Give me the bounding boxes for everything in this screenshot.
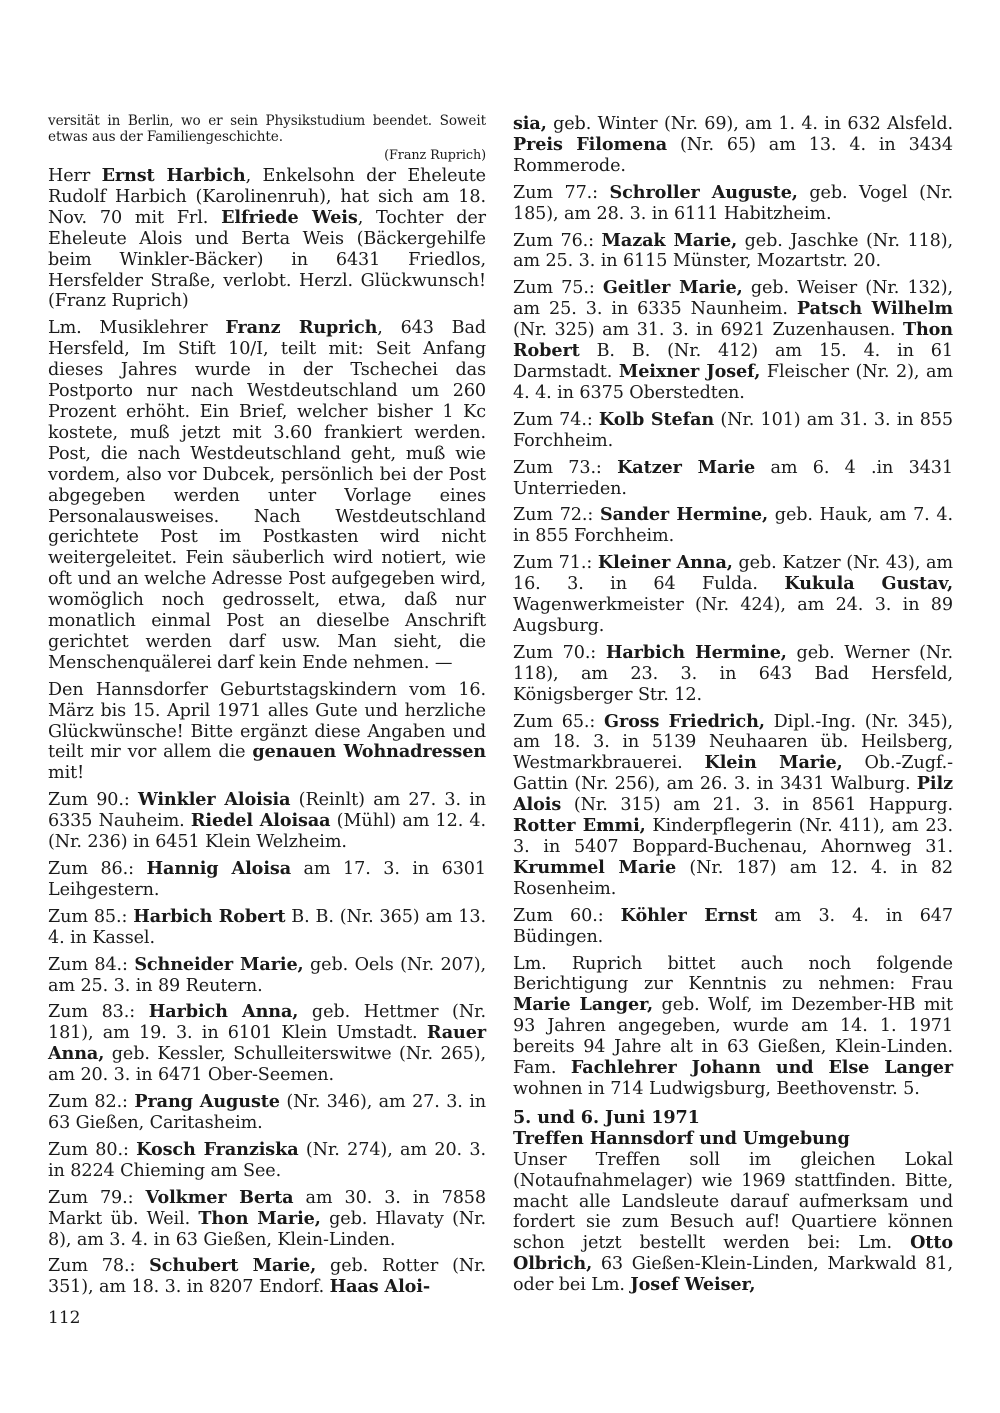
birthday-entry: Zum 71.: Kleiner Anna, geb. Katzer (Nr. 43), am 16. 3. in 64 Fulda. Kukula Gustav, Wagenwerkmeister (Nr. 424), am 24. 3. in 89 Augsburg. <box>513 552 953 636</box>
birthday-entry: Zum 72.: Sander Hermine, geb. Hauk, am 7. 4. in 855 Forchheim. <box>513 504 954 547</box>
paragraph: Herr Ernst Harbich, Enkelsohn der Eheleute Rudolf Harbich (Karolinenruh), hat sich am 18. Nov. 70 mit Frl. Elfriede Weis, Tochter der Eheleute Alois und Berta Weis (Bäckergehilfe beim Winkler-Bäcker) in 6431 Friedlos, Hersfelder Straße, verlobt. Herzl. Glückwunsch! (Franz Ruprich) <box>48 165 486 312</box>
birthday-entry: Zum 65.: Gross Friedrich, Dipl.-Ing. (Nr. 345), am 18. 3. in 5139 Neuhaaren üb. Heilsberg, Westmarkbrauerei. Klein Marie, Ob.-Zugf.-Gattin (Nr. 256), am 26. 3. in 3431 Walburg. Pilz Alois (Nr. 315) am 21. 3. in 8561 Happurg. Rotter Emmi, Kinderpflegerin (Nr. 411), am 23. 3. in 5407 Boppard-Buchenau, Ahornweg 31. Krummel Marie (Nr. 187) am 12. 4. in 82 Rosenheim. <box>513 710 954 899</box>
birthday-entry: Zum 79.: Volkmer Berta am 30. 3. in 7858 Markt üb. Weil. Thon Marie, geb. Hlavaty (Nr. 8), am 3. 4. in 63 Gießen, Klein-Linden. <box>48 1186 486 1250</box>
birthday-entry: Zum 70.: Harbich Hermine, geb. Werner (Nr. 118), am 23. 3. in 643 Bad Hersfeld, Königsberger Str. 12. <box>513 641 953 705</box>
birthday-entry: Zum 76.: Mazak Marie, geb. Jaschke (Nr. 118), am 25. 3. in 6115 Münster, Mozartstr. 20. <box>513 229 953 272</box>
birthday-entry: Zum 83.: Harbich Anna, geb. Hettmer (Nr. 181), am 19. 3. in 6101 Klein Umstadt. Rauer Anna, geb. Kessler, Schulleiterswitwe (Nr. 265), am 20. 3. in 6471 Ober-Seemen. <box>48 1001 486 1086</box>
birthday-entry: Zum 60.: Köhler Ernst am 3. 4. in 647 Büdingen. <box>513 904 953 947</box>
paragraph: Lm. Musiklehrer Franz Ruprich, 643 Bad Hersfeld, Im Stift 10/I, teilt mit: Seit Anfang dieses Jahres wurde in der Tschechei das Postporto nur nach Westdeutschland um 260 Prozent erhöht. Ein Brief, welcher bisher 1 Kc kostete, muß jetzt mit 3.60 frankiert werden. Post, die nach Westdeutschland geht, muß wie vordem, also vor Dubcek, persönlich bei der Post abgegeben werden unter Vorlage eines Personalausweises. Nach Westdeutschland gerichtete Post im Postkasten wird nicht weitergeleitet. Fein säuberlich wird notiert, wie oft und an welche Adresse Post aufgegeben wird, womöglich noch gedrosselt, etwa, daß nur monatlich einmal Post an dieselbe Anschrift gerichtet werden darf usw. Man sieht, die Menschenquälerei darf kein Ende nehmen. — <box>48 317 486 673</box>
birthday-entry: Zum 75.: Geitler Marie, geb. Weiser (Nr. 132), am 25. 3. in 6335 Naunheim. Patsch Wilhelm (Nr. 325) am 31. 3. in 6921 Zuzenhausen. Thon Robert B. B. (Nr. 412) am 15. 4. in 61 Darmstadt. Meixner Josef, Fleischer (Nr. 2), am 4. 4. in 6375 Oberstedten. <box>513 277 953 403</box>
birthday-entry: Zum 77.: Schroller Auguste, geb. Vogel (Nr. 185), am 28. 3. in 6111 Habitzheim. <box>513 181 953 224</box>
section-heading-title: Treffen Hannsdorf und Umgebung <box>513 1127 850 1149</box>
birthday-entry: Zum 86.: Hannig Aloisa am 17. 3. in 6301 Leihgestern. <box>48 858 486 900</box>
birthday-entry: Zum 82.: Prang Auguste (Nr. 346), am 27. 3. in 63 Gießen, Caritasheim. <box>48 1091 486 1133</box>
birthday-entry: Zum 85.: Harbich Robert B. B. (Nr. 365) am 13. 4. in Kassel. <box>48 905 486 948</box>
section-heading-date: 5. und 6. Juni 1971 <box>513 1106 700 1128</box>
birthday-entry: Zum 80.: Kosch Franziska (Nr. 274), am 20. 3. in 8224 Chieming am See. <box>48 1138 486 1181</box>
page-number: 112 <box>48 1308 81 1328</box>
birthday-entry: Zum 73.: Katzer Marie am 6. 4 .in 3431 Unterrieden. <box>513 456 953 499</box>
birthday-entry: Zum 84.: Schneider Marie, geb. Oels (Nr. 207), am 25. 3. in 89 Reutern. <box>48 953 486 996</box>
birthday-entry: Zum 78.: Schubert Marie, geb. Rotter (Nr. 351), am 18. 3. in 8207 Endorf. Haas Aloi- <box>48 1255 486 1298</box>
paragraph: Den Hannsdorfer Geburtstagskindern vom 16. März bis 15. April 1971 alles Gute und herzliche Glückwünsche! Bitte ergänzt diese Angaben und teilt mir vor allem die genauen Wohnadressen mit! <box>48 679 486 784</box>
birthday-entry: Zum 90.: Winkler Aloisia (Reinlt) am 27. 3. in 6335 Nauheim. Riedel Aloisaa (Mühl) am 12. 4. (Nr. 236) in 6451 Klein Welzheim. <box>48 789 486 853</box>
paragraph: versität in Berlin, wo er sein Physikstudium beendet. Soweit etwas aus der Familiengeschichte. <box>48 113 486 145</box>
birthday-entry: sia, geb. Winter (Nr. 69), am 1. 4. in 632 Alsfeld. Preis Filomena (Nr. 65) am 13. 4. in 3434 Rommerode. <box>513 113 953 176</box>
birthday-entry: Zum 74.: Kolb Stefan (Nr. 101) am 31. 3. in 855 Forchheim. <box>513 408 954 451</box>
correction-paragraph: Lm. Ruprich bittet auch noch folgende Berichtigung zur Kenntnis zu nehmen: Frau Marie Langer, geb. Wolf, im Dezember-HB mit 93 Jahren angegeben, wurde am 14. 1. 1971 bereits 94 Jahre alt in 63 Gießen, Klein-Linden. Fam. Fachlehrer Johann und Else Langer wohnen in 714 Ludwigsburg, Beethovenstr. 5. <box>513 953 953 1099</box>
right-column <box>513 114 953 1302</box>
left-column <box>48 114 486 1304</box>
meeting-paragraph: Unser Treffen soll im gleichen Lokal (Notaufnahmelager) wie 1969 stattfinden. Bitte, macht alle Landsleute darauf aufmerksam und fordert sie zum Besuch auf! Quartiere können schon jetzt bestellt werden bei: Lm. Otto Olbrich, 63 Gießen-Klein-Linden, Markwald 81, oder bei Lm. Josef Weiser, <box>513 1149 953 1296</box>
signature: (Franz Ruprich) <box>384 148 486 163</box>
